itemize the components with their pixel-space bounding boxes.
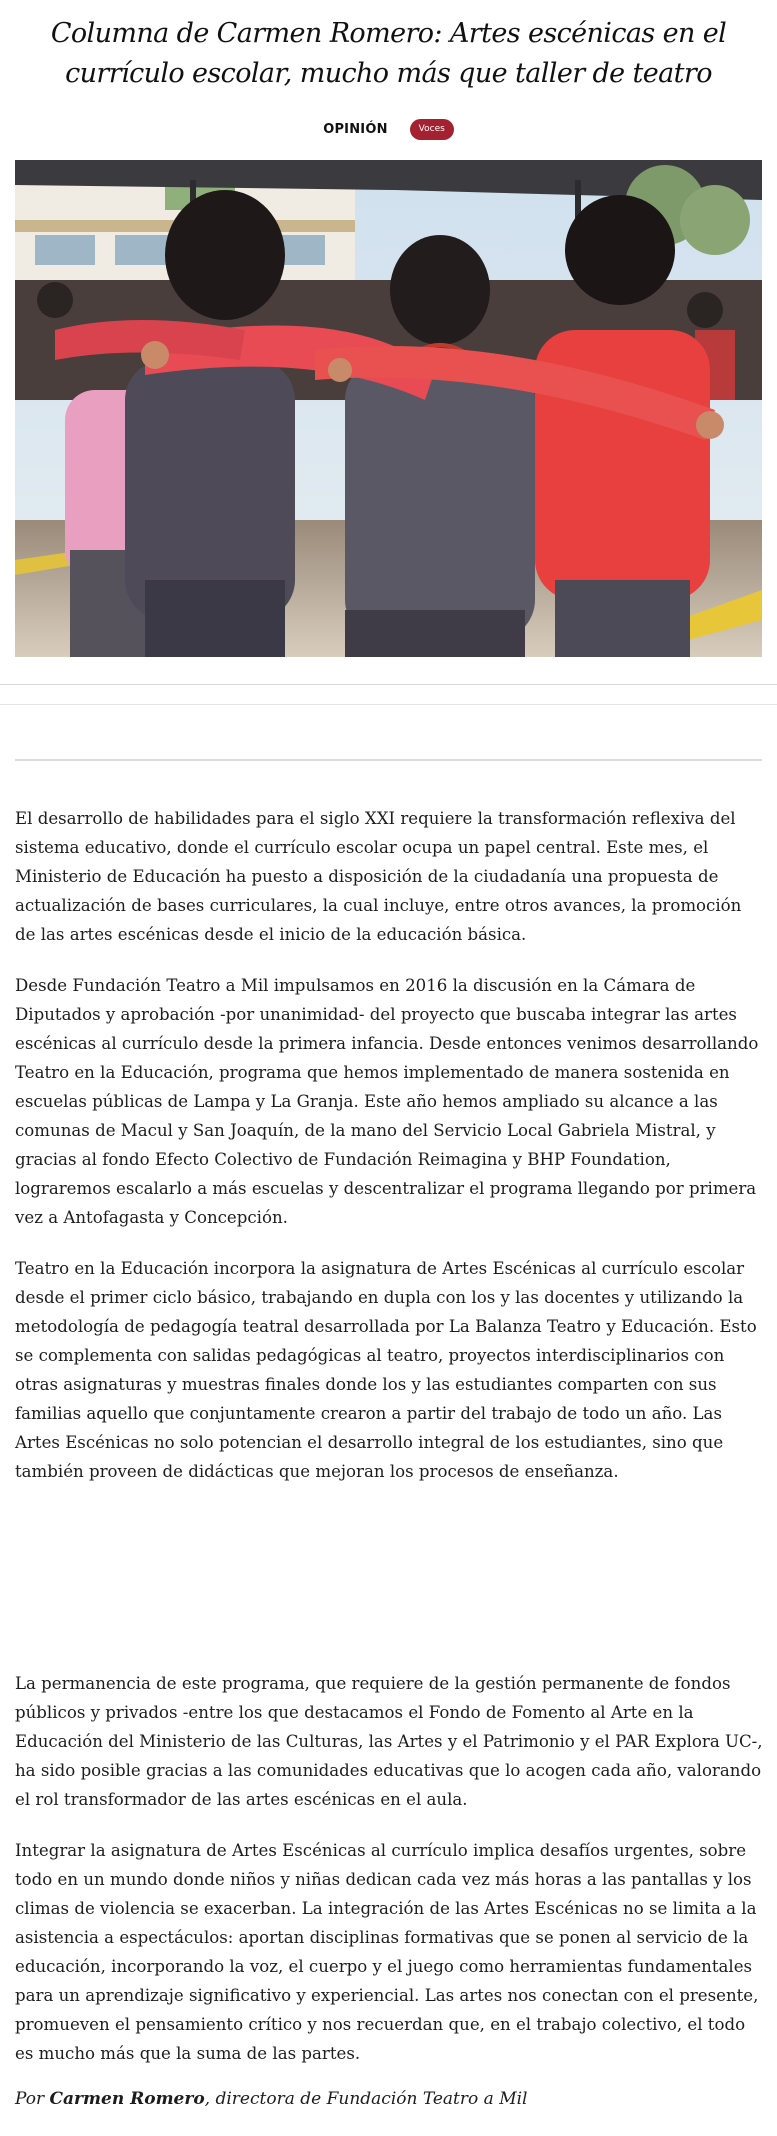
paragraph-2: Desde Fundación Teatro a Mil impulsamos en 2016 la discusión en la Cámara de Diputados y aprobación -por unanimidad- del proyecto que buscaba integrar las artes escénicas al currículo desde la primera infancia. Desde entonces venimos desarrollando Teatro en la Educación, programa que hemos implementado de manera sostenida en escuelas públicas de Lampa y La Granja. Este año hemos ampliado su alcance a las comunas de Macul y San Joaquín, de la mano del Servicio Local Gabriela Mistral, y gracias al fondo Efecto Colectivo de Fundación Reimagina y BHP Foundation, lograremos escalarlo a más escuelas y descentralizar el programa llegando por primera vez a Antofagasta y Concepción. <box>15 976 759 1227</box>
byline-role: , directora de Fundación Teatro a Mil <box>204 2089 528 2109</box>
byline-author: Carmen Romero <box>49 2089 205 2109</box>
article-title: Columna de Carmen Romero: Artes escénicas en el currículo escolar, mucho más que taller de teatro <box>50 18 727 89</box>
article-body-bottom <box>15 1669 765 2090</box>
article-photo <box>15 160 762 657</box>
divider-content <box>15 759 762 761</box>
tag-badge[interactable]: Voces <box>410 119 454 140</box>
paragraph-3: Teatro en la Educación incorpora la asignatura de Artes Escénicas al currículo escolar desde el primer ciclo básico, trabajando en dupla con los y las docentes y utilizando la metodología de pedagogía teatral desarrollada por La Balanza Teatro y Educación. Esto se complementa con salidas pedagógicas al teatro, proyectos interdisciplinarios con otras asignaturas y muestras finales donde los y las estudiantes comparten con sus familias aquello que conjuntamente crearon a partir del trabajo de todo un año. Las Artes Escénicas no solo potencian el desarrollo integral de los estudiantes, sino que también proveen de didácticas que mejoran los procesos de enseñanza. <box>15 1259 757 1481</box>
byline-prefix: Por <box>15 2089 50 2109</box>
paragraph-1: El desarrollo de habilidades para el siglo XXI requiere la transformación reflexiva del sistema educativo, donde el currículo escolar ocupa un papel central. Este mes, el Ministerio de Educación ha puesto a disposición de la ciudadanía una propuesta de actualización de bases curriculares, la cual incluye, entre otros avances, la promoción de las artes escénicas desde el inicio de la educación básica. <box>15 809 742 944</box>
article-meta <box>0 117 777 141</box>
paragraph-5: Integrar la asignatura de Artes Escénicas al currículo implica desafíos urgentes, sobre todo en un mundo donde niños y niñas dedican cada vez más horas a las pantallas y los climas de violencia se exacerban. La integración de las Artes Escénicas no se limita a la asistencia a espectáculos: aportan disciplinas formativas que se ponen al servicio de la educación, incorporando la voz, el cuerpo y el juego como herramientas fundamentales para un aprendizaje significativo y experiencial. Las artes nos conectan con el presente, promueven el pensamiento crítico y nos recuerdan que, en el trabajo colectivo, el todo es mucho más que la suma de las partes. <box>15 1841 759 2063</box>
article-body-top <box>15 804 765 1508</box>
divider-top <box>0 684 777 685</box>
paragraph-4: La permanencia de este programa, que requiere de la gestión permanente de fondos públicos y privados -entre los que destacamos el Fondo de Fomento al Arte en la Educación del Ministerio de las Culturas, las Artes y el Patrimonio y el PAR Explora UC-, ha sido posible gracias a las comunidades educativas que lo acogen cada año, valorando el rol transformador de las artes escénicas en el aula. <box>15 1674 763 1809</box>
byline <box>15 2084 765 2114</box>
divider-band <box>0 704 777 705</box>
section-link[interactable]: OPINIÓN <box>323 121 388 137</box>
